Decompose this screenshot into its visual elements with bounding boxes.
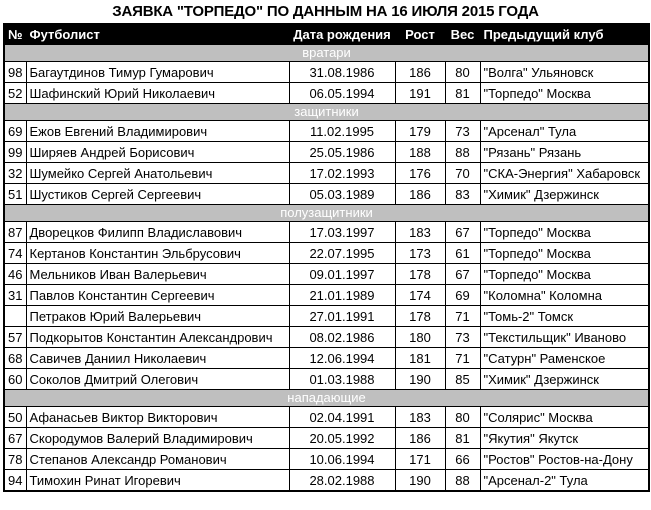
player-weight-cell: 73 <box>445 327 480 348</box>
player-name-cell: Павлов Константин Сергеевич <box>26 285 289 306</box>
player-name-cell: Тимохин Ринат Игоревич <box>26 470 289 492</box>
player-club-cell: "Коломна" Коломна <box>480 285 649 306</box>
player-dob-cell: 27.01.1991 <box>289 306 395 327</box>
player-dob-cell: 08.02.1986 <box>289 327 395 348</box>
section-label: полузащитники <box>4 205 649 222</box>
roster-table <box>3 23 650 492</box>
player-number-cell: 94 <box>4 470 26 492</box>
player-club-cell: "Торпедо" Москва <box>480 222 649 243</box>
section-header-row <box>4 205 649 222</box>
player-weight-cell: 67 <box>445 222 480 243</box>
player-name-cell: Савичев Даниил Николаевич <box>26 348 289 369</box>
player-number-cell: 98 <box>4 62 26 83</box>
player-row <box>4 470 649 492</box>
player-dob-cell: 20.05.1992 <box>289 428 395 449</box>
player-club-cell: "Торпедо" Москва <box>480 264 649 285</box>
player-row <box>4 62 649 83</box>
player-weight-cell: 71 <box>445 348 480 369</box>
player-dob-cell: 17.02.1993 <box>289 163 395 184</box>
roster-body <box>4 45 649 492</box>
player-row <box>4 285 649 306</box>
player-row <box>4 428 649 449</box>
player-number-cell: 50 <box>4 407 26 428</box>
player-number-cell: 68 <box>4 348 26 369</box>
player-name-cell: Мельников Иван Валерьевич <box>26 264 289 285</box>
player-club-cell: "Сатурн" Раменское <box>480 348 649 369</box>
player-club-cell: "Арсенал" Тула <box>480 121 649 142</box>
player-height-cell: 176 <box>395 163 445 184</box>
section-header-row <box>4 45 649 62</box>
player-height-cell: 186 <box>395 184 445 205</box>
col-header-height: Рост <box>395 24 445 45</box>
player-name-cell: Афанасьев Виктор Викторович <box>26 407 289 428</box>
col-header-club: Предыдущий клуб <box>480 24 649 45</box>
player-weight-cell: 61 <box>445 243 480 264</box>
player-row <box>4 243 649 264</box>
player-club-cell: "Солярис" Москва <box>480 407 649 428</box>
player-row <box>4 306 649 327</box>
column-header-row <box>4 24 649 45</box>
player-club-cell: "Текстильщик" Иваново <box>480 327 649 348</box>
player-club-cell: "Арсенал-2" Тула <box>480 470 649 492</box>
player-name-cell: Шумейко Сергей Анатольевич <box>26 163 289 184</box>
player-weight-cell: 73 <box>445 121 480 142</box>
player-height-cell: 180 <box>395 327 445 348</box>
player-name-cell: Соколов Дмитрий Олегович <box>26 369 289 390</box>
player-height-cell: 183 <box>395 407 445 428</box>
player-name-cell: Скородумов Валерий Владимирович <box>26 428 289 449</box>
player-club-cell: "Торпедо" Москва <box>480 83 649 104</box>
player-club-cell: "Химик" Дзержинск <box>480 369 649 390</box>
player-weight-cell: 81 <box>445 428 480 449</box>
player-row <box>4 327 649 348</box>
player-weight-cell: 80 <box>445 62 480 83</box>
player-name-cell: Шафинский Юрий Николаевич <box>26 83 289 104</box>
player-height-cell: 186 <box>395 428 445 449</box>
player-row <box>4 163 649 184</box>
player-row <box>4 222 649 243</box>
player-name-cell: Ширяев Андрей Борисович <box>26 142 289 163</box>
player-dob-cell: 28.02.1988 <box>289 470 395 492</box>
player-number-cell: 52 <box>4 83 26 104</box>
player-dob-cell: 09.01.1997 <box>289 264 395 285</box>
player-dob-cell: 06.05.1994 <box>289 83 395 104</box>
player-dob-cell: 17.03.1997 <box>289 222 395 243</box>
section-label: защитники <box>4 104 649 121</box>
player-number-cell: 51 <box>4 184 26 205</box>
player-dob-cell: 05.03.1989 <box>289 184 395 205</box>
player-club-cell: "Якутия" Якутск <box>480 428 649 449</box>
player-height-cell: 171 <box>395 449 445 470</box>
col-header-weight: Вес <box>445 24 480 45</box>
player-number-cell: 32 <box>4 163 26 184</box>
player-club-cell: "Химик" Дзержинск <box>480 184 649 205</box>
player-dob-cell: 31.08.1986 <box>289 62 395 83</box>
player-height-cell: 178 <box>395 306 445 327</box>
player-weight-cell: 88 <box>445 142 480 163</box>
player-number-cell: 60 <box>4 369 26 390</box>
player-name-cell: Ежов Евгений Владимирович <box>26 121 289 142</box>
player-weight-cell: 70 <box>445 163 480 184</box>
player-height-cell: 174 <box>395 285 445 306</box>
player-row <box>4 142 649 163</box>
player-row <box>4 348 649 369</box>
player-height-cell: 186 <box>395 62 445 83</box>
section-header-row <box>4 104 649 121</box>
player-weight-cell: 67 <box>445 264 480 285</box>
player-name-cell: Степанов Александр Романович <box>26 449 289 470</box>
player-number-cell: 46 <box>4 264 26 285</box>
player-number-cell: 78 <box>4 449 26 470</box>
player-weight-cell: 71 <box>445 306 480 327</box>
player-row <box>4 121 649 142</box>
player-club-cell: "Томь-2" Томск <box>480 306 649 327</box>
player-number-cell <box>4 306 26 327</box>
player-name-cell: Кертанов Константин Эльбрусович <box>26 243 289 264</box>
player-name-cell: Шустиков Сергей Сергеевич <box>26 184 289 205</box>
player-number-cell: 87 <box>4 222 26 243</box>
player-number-cell: 57 <box>4 327 26 348</box>
player-weight-cell: 85 <box>445 369 480 390</box>
player-number-cell: 31 <box>4 285 26 306</box>
player-dob-cell: 22.07.1995 <box>289 243 395 264</box>
player-dob-cell: 21.01.1989 <box>289 285 395 306</box>
player-club-cell: "Ростов" Ростов-на-Дону <box>480 449 649 470</box>
player-number-cell: 74 <box>4 243 26 264</box>
col-header-player: Футболист <box>26 24 289 45</box>
player-height-cell: 183 <box>395 222 445 243</box>
player-weight-cell: 83 <box>445 184 480 205</box>
player-name-cell: Багаутдинов Тимур Гумарович <box>26 62 289 83</box>
player-height-cell: 188 <box>395 142 445 163</box>
player-number-cell: 99 <box>4 142 26 163</box>
player-height-cell: 173 <box>395 243 445 264</box>
player-club-cell: "Торпедо" Москва <box>480 243 649 264</box>
col-header-dob: Дата рождения <box>289 24 395 45</box>
player-weight-cell: 88 <box>445 470 480 492</box>
player-number-cell: 69 <box>4 121 26 142</box>
section-label: нападающие <box>4 390 649 407</box>
player-height-cell: 191 <box>395 83 445 104</box>
player-dob-cell: 10.06.1994 <box>289 449 395 470</box>
player-row <box>4 264 649 285</box>
col-header-num: № <box>4 24 26 45</box>
player-weight-cell: 66 <box>445 449 480 470</box>
player-club-cell: "СКА-Энергия" Хабаровск <box>480 163 649 184</box>
player-name-cell: Подкорытов Константин Александрович <box>26 327 289 348</box>
player-dob-cell: 12.06.1994 <box>289 348 395 369</box>
player-height-cell: 190 <box>395 369 445 390</box>
player-weight-cell: 69 <box>445 285 480 306</box>
player-row <box>4 369 649 390</box>
player-weight-cell: 80 <box>445 407 480 428</box>
section-label: вратари <box>4 45 649 62</box>
player-height-cell: 190 <box>395 470 445 492</box>
player-height-cell: 179 <box>395 121 445 142</box>
player-height-cell: 178 <box>395 264 445 285</box>
player-dob-cell: 01.03.1988 <box>289 369 395 390</box>
page-title: ЗАЯВКА "ТОРПЕДО" ПО ДАННЫМ НА 16 ИЮЛЯ 2015 ГОДА <box>112 3 539 20</box>
section-header-row <box>4 390 649 407</box>
player-dob-cell: 02.04.1991 <box>289 407 395 428</box>
player-row <box>4 407 649 428</box>
player-row <box>4 449 649 470</box>
player-height-cell: 181 <box>395 348 445 369</box>
player-name-cell: Дворецков Филипп Владиславович <box>26 222 289 243</box>
player-weight-cell: 81 <box>445 83 480 104</box>
player-dob-cell: 25.05.1986 <box>289 142 395 163</box>
player-dob-cell: 11.02.1995 <box>289 121 395 142</box>
player-name-cell: Петраков Юрий Валерьевич <box>26 306 289 327</box>
player-row <box>4 184 649 205</box>
player-club-cell: "Рязань" Рязань <box>480 142 649 163</box>
player-club-cell: "Волга" Ульяновск <box>480 62 649 83</box>
player-row <box>4 83 649 104</box>
player-number-cell: 67 <box>4 428 26 449</box>
